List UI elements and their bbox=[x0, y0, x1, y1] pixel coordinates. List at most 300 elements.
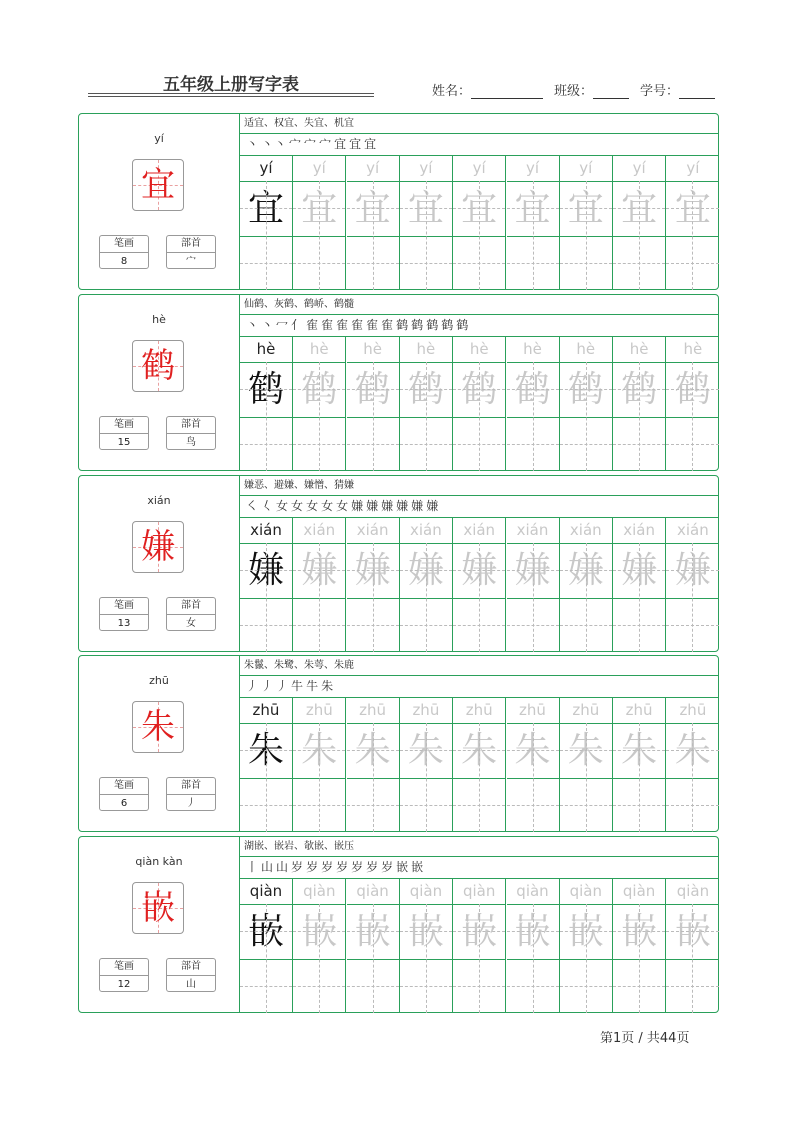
stroke-step: 宀 bbox=[304, 137, 318, 151]
cell-guide bbox=[586, 904, 587, 1013]
cell-guide bbox=[266, 723, 267, 832]
practice-cell[interactable] bbox=[613, 337, 666, 471]
stroke-step: 宜 bbox=[349, 137, 363, 151]
stroke-step: 牛 bbox=[306, 679, 320, 693]
cell-pinyin: qiàn bbox=[622, 882, 656, 900]
cell-guide bbox=[639, 543, 640, 652]
cell-char: 宜 bbox=[567, 188, 604, 229]
number-label: 学号： bbox=[640, 84, 680, 99]
cell-guide bbox=[533, 543, 534, 652]
cell-guide bbox=[639, 362, 640, 471]
cell-char: 朱 bbox=[674, 730, 711, 771]
cell-pinyin: qiàn bbox=[569, 882, 602, 900]
cell-char: 嫌 bbox=[621, 550, 658, 591]
stroke-step: 女 bbox=[291, 499, 305, 513]
cell-pinyin: hè bbox=[309, 340, 329, 358]
stroke-count-box bbox=[99, 597, 149, 631]
radical-box bbox=[166, 235, 216, 269]
stroke-step: 宜 bbox=[334, 137, 348, 151]
cell-guide bbox=[266, 543, 267, 652]
class-label: 班级： bbox=[554, 84, 594, 99]
practice-cell[interactable] bbox=[293, 156, 346, 290]
stroke-step: 山 bbox=[276, 860, 290, 874]
stroke-step: 宀 bbox=[319, 137, 333, 151]
stroke-step: 嫌 bbox=[351, 499, 365, 513]
cell-char: 鹤 bbox=[354, 369, 391, 410]
stroke-order bbox=[246, 857, 426, 877]
cell-pinyin: yí bbox=[686, 159, 700, 177]
cell-char: 鹤 bbox=[461, 369, 498, 410]
practice-cell[interactable] bbox=[666, 879, 719, 1013]
cell-pinyin: xián bbox=[250, 521, 282, 539]
stroke-count-value: 13 bbox=[117, 618, 131, 629]
cell-pinyin: xián bbox=[410, 521, 442, 539]
stroke-step: 鹤 bbox=[441, 318, 455, 332]
cell-pinyin: hè bbox=[469, 340, 489, 358]
char-info-panel bbox=[79, 656, 240, 831]
cell-char: 嫌 bbox=[247, 550, 284, 591]
cell-guide bbox=[426, 362, 427, 471]
cell-char: 朱 bbox=[567, 730, 604, 771]
cell-guide bbox=[479, 723, 480, 832]
practice-cell[interactable] bbox=[347, 879, 400, 1013]
cell-char: 嵌 bbox=[247, 911, 284, 952]
cell-guide bbox=[373, 181, 374, 290]
stroke-step: 朱 bbox=[321, 679, 335, 693]
practice-cell[interactable] bbox=[666, 518, 719, 652]
char-model: 鹤 bbox=[141, 346, 175, 386]
stroke-step: 丿 bbox=[276, 679, 290, 693]
practice-cell[interactable] bbox=[507, 518, 560, 652]
stroke-count-label: 笔画 bbox=[100, 417, 148, 434]
practice-cell[interactable] bbox=[453, 879, 506, 1013]
name-blank[interactable] bbox=[471, 84, 543, 99]
char-model-box bbox=[132, 701, 184, 753]
practice-cell[interactable] bbox=[400, 337, 453, 471]
cell-pinyin: qiàn bbox=[356, 882, 389, 900]
radical-label: 部首 bbox=[167, 417, 215, 434]
stroke-step: 隺 bbox=[306, 318, 320, 332]
cell-pinyin: hè bbox=[523, 340, 542, 358]
radical-label: 部首 bbox=[167, 959, 215, 976]
cell-guide bbox=[692, 723, 693, 832]
practice-cell[interactable] bbox=[293, 879, 346, 1013]
cell-pinyin: zhū bbox=[359, 701, 387, 719]
radical-box bbox=[166, 597, 216, 631]
practice-cell[interactable] bbox=[507, 698, 560, 832]
stroke-step: 丶 bbox=[246, 318, 260, 332]
cell-guide bbox=[639, 904, 640, 1013]
stroke-step: 隺 bbox=[336, 318, 350, 332]
stroke-count-box bbox=[99, 416, 149, 450]
stroke-step: 女 bbox=[321, 499, 335, 513]
practice-cell[interactable] bbox=[666, 337, 719, 471]
cell-char: 朱 bbox=[247, 730, 284, 771]
practice-cell[interactable] bbox=[453, 156, 506, 290]
practice-cell[interactable] bbox=[613, 518, 666, 652]
cell-guide bbox=[266, 904, 267, 1013]
stroke-order bbox=[246, 496, 441, 516]
cell-pinyin: hè bbox=[629, 340, 649, 358]
practice-cell[interactable] bbox=[453, 698, 506, 832]
cell-char: 鹤 bbox=[514, 369, 551, 410]
practice-cell[interactable] bbox=[666, 156, 719, 290]
cell-guide bbox=[692, 181, 693, 290]
cell-char: 嵌 bbox=[301, 911, 338, 952]
title-underline-2 bbox=[88, 96, 374, 97]
radical-label: 部首 bbox=[167, 598, 215, 615]
cell-pinyin: yí bbox=[472, 159, 486, 177]
cell-guide bbox=[373, 723, 374, 832]
stroke-step: 丿 bbox=[246, 679, 260, 693]
stroke-step: 嫌 bbox=[396, 499, 410, 513]
cell-guide bbox=[479, 181, 480, 290]
stroke-order bbox=[246, 134, 379, 154]
practice-cell[interactable] bbox=[400, 879, 453, 1013]
stroke-step: 岁 bbox=[351, 860, 365, 874]
stroke-step: 𡿨 bbox=[261, 499, 275, 513]
cell-guide bbox=[533, 362, 534, 471]
practice-grid bbox=[240, 156, 720, 290]
cell-char: 鹤 bbox=[567, 369, 604, 410]
name-field[interactable] bbox=[432, 80, 543, 99]
cell-char: 嵌 bbox=[461, 911, 498, 952]
practice-cell[interactable] bbox=[507, 156, 560, 290]
cell-guide bbox=[639, 181, 640, 290]
cell-pinyin: xián bbox=[569, 521, 602, 539]
practice-cell[interactable] bbox=[400, 698, 453, 832]
practice-cell[interactable] bbox=[560, 518, 613, 652]
cell-guide bbox=[692, 543, 693, 652]
word-examples: 仙鹤、灰鹤、鹤峤、鹤髓 bbox=[244, 299, 354, 310]
cell-char: 鹤 bbox=[621, 369, 658, 410]
cell-pinyin: qiàn bbox=[676, 882, 710, 900]
cell-pinyin: hè bbox=[683, 340, 703, 358]
stroke-step: 嫌 bbox=[381, 499, 395, 513]
char-card bbox=[78, 836, 719, 1013]
practice-cell[interactable] bbox=[613, 156, 666, 290]
cell-guide bbox=[586, 181, 587, 290]
practice-cell[interactable] bbox=[613, 698, 666, 832]
class-blank[interactable] bbox=[593, 84, 629, 99]
practice-cell[interactable] bbox=[400, 518, 453, 652]
stroke-step: 丨 bbox=[246, 860, 260, 874]
cell-guide bbox=[373, 543, 374, 652]
stroke-step: 鹤 bbox=[426, 318, 440, 332]
char-card bbox=[78, 294, 719, 471]
page-footer: 第1页 / 共44页 bbox=[600, 1031, 690, 1046]
page-title: 五年级上册写字表 bbox=[163, 75, 299, 95]
cell-pinyin: hè bbox=[256, 340, 276, 358]
cell-pinyin: zhū bbox=[519, 701, 546, 719]
stroke-count-label: 笔画 bbox=[100, 598, 148, 615]
cell-char: 嫌 bbox=[514, 550, 551, 591]
practice-cell[interactable] bbox=[666, 698, 719, 832]
cell-guide bbox=[319, 723, 320, 832]
cell-char: 宜 bbox=[621, 188, 658, 229]
cell-pinyin: yí bbox=[419, 159, 433, 177]
stroke-count-label: 笔画 bbox=[100, 236, 148, 253]
practice-cell[interactable] bbox=[560, 879, 613, 1013]
practice-cell[interactable] bbox=[453, 518, 506, 652]
stroke-step: 嫌 bbox=[366, 499, 380, 513]
practice-panel bbox=[240, 295, 718, 470]
cell-char: 嫌 bbox=[567, 550, 604, 591]
stroke-step: 女 bbox=[306, 499, 320, 513]
cell-char: 宜 bbox=[674, 188, 711, 229]
practice-cell[interactable] bbox=[240, 698, 293, 832]
char-card bbox=[78, 475, 719, 652]
cell-pinyin: qiàn bbox=[249, 882, 283, 900]
practice-panel bbox=[240, 476, 718, 651]
cell-guide bbox=[373, 362, 374, 471]
cell-char: 宜 bbox=[461, 188, 498, 229]
cell-pinyin: yí bbox=[312, 159, 326, 177]
stroke-step: 鹤 bbox=[411, 318, 425, 332]
cell-guide bbox=[319, 181, 320, 290]
cell-guide bbox=[426, 543, 427, 652]
char-model: 宜 bbox=[141, 165, 175, 205]
cell-pinyin: zhū bbox=[252, 701, 280, 719]
cell-pinyin: zhū bbox=[465, 701, 493, 719]
name-label: 姓名： bbox=[432, 84, 472, 99]
stroke-step: 女 bbox=[336, 499, 350, 513]
cell-char: 嵌 bbox=[674, 911, 711, 952]
cell-guide bbox=[479, 904, 480, 1013]
practice-cell[interactable] bbox=[453, 337, 506, 471]
stroke-count-label: 笔画 bbox=[100, 959, 148, 976]
radical-label: 部首 bbox=[167, 236, 215, 253]
practice-cell[interactable] bbox=[613, 879, 666, 1013]
class-field[interactable] bbox=[554, 80, 629, 99]
cell-pinyin: xián bbox=[463, 521, 496, 539]
cell-char: 朱 bbox=[461, 730, 498, 771]
char-pinyin: yí bbox=[154, 132, 164, 145]
cell-guide bbox=[479, 543, 480, 652]
stroke-step: 冖 bbox=[276, 318, 290, 332]
stroke-step: 岁 bbox=[366, 860, 380, 874]
stroke-count-box bbox=[99, 235, 149, 269]
practice-panel bbox=[240, 837, 718, 1012]
cell-guide bbox=[533, 723, 534, 832]
char-model: 嵌 bbox=[141, 888, 175, 928]
stroke-count-value: 6 bbox=[120, 798, 128, 809]
stroke-order bbox=[246, 676, 336, 696]
cell-pinyin: qiàn bbox=[409, 882, 443, 900]
cell-char: 嵌 bbox=[407, 911, 444, 952]
cell-char: 宜 bbox=[301, 188, 338, 229]
stroke-count-box bbox=[99, 777, 149, 811]
cell-pinyin: yí bbox=[632, 159, 646, 177]
practice-cell[interactable] bbox=[347, 518, 400, 652]
cell-guide bbox=[426, 904, 427, 1013]
cell-char: 宜 bbox=[514, 188, 551, 229]
practice-cell[interactable] bbox=[400, 156, 453, 290]
stroke-step: 隺 bbox=[321, 318, 335, 332]
stroke-step: 鹤 bbox=[456, 318, 470, 332]
char-info-panel bbox=[79, 114, 240, 289]
stroke-count-value: 15 bbox=[117, 437, 131, 448]
stroke-step: 丶丶 bbox=[261, 137, 288, 151]
char-model: 朱 bbox=[141, 707, 175, 747]
practice-grid bbox=[240, 879, 720, 1013]
stroke-step: 岁 bbox=[306, 860, 320, 874]
cell-char: 朱 bbox=[621, 730, 658, 771]
practice-cell[interactable] bbox=[560, 698, 613, 832]
cell-pinyin: qiàn bbox=[462, 882, 496, 900]
radical-value: 宀 bbox=[186, 256, 196, 267]
practice-grid bbox=[240, 698, 720, 832]
cell-pinyin: yí bbox=[366, 159, 380, 177]
char-pinyin: qiàn kàn bbox=[135, 855, 183, 868]
stroke-step: 嵌 bbox=[411, 860, 425, 874]
cell-char: 鹤 bbox=[674, 369, 711, 410]
char-model-box bbox=[132, 882, 184, 934]
radical-label: 部首 bbox=[167, 778, 215, 795]
cell-pinyin: zhū bbox=[679, 701, 707, 719]
practice-cell[interactable] bbox=[560, 156, 613, 290]
radical-box bbox=[166, 958, 216, 992]
cell-char: 鹤 bbox=[247, 369, 284, 410]
stroke-step: 岁 bbox=[291, 860, 305, 874]
cell-char: 嫌 bbox=[354, 550, 391, 591]
char-pinyin: xián bbox=[147, 494, 171, 507]
practice-cell[interactable] bbox=[240, 518, 293, 652]
word-examples: 朱鬣、朱鹭、朱萼、朱鹿 bbox=[244, 660, 354, 671]
stroke-step: 隺 bbox=[366, 318, 380, 332]
stroke-step: 嫌 bbox=[426, 499, 440, 513]
cell-char: 嫌 bbox=[301, 550, 338, 591]
practice-cell[interactable] bbox=[293, 698, 346, 832]
cell-pinyin: xián bbox=[516, 521, 549, 539]
cell-pinyin: yí bbox=[259, 159, 273, 177]
practice-grid bbox=[240, 518, 720, 652]
cell-pinyin: zhū bbox=[305, 701, 333, 719]
stroke-step: 山 bbox=[261, 860, 275, 874]
stroke-step: 岁 bbox=[336, 860, 350, 874]
practice-cell[interactable] bbox=[240, 337, 293, 471]
cell-char: 宜 bbox=[247, 188, 284, 229]
cell-pinyin: xián bbox=[356, 521, 389, 539]
cell-pinyin: yí bbox=[579, 159, 593, 177]
cell-pinyin: qiàn bbox=[303, 882, 336, 900]
cell-guide bbox=[266, 181, 267, 290]
char-pinyin: zhū bbox=[149, 674, 169, 687]
stroke-step: 鹤 bbox=[396, 318, 410, 332]
cell-char: 宜 bbox=[354, 188, 391, 229]
practice-cell[interactable] bbox=[293, 518, 346, 652]
radical-box bbox=[166, 416, 216, 450]
stroke-step: 宜 bbox=[364, 137, 378, 151]
cell-pinyin: hè bbox=[416, 340, 436, 358]
radical-value: 山 bbox=[186, 979, 196, 990]
cell-char: 朱 bbox=[301, 730, 338, 771]
practice-panel bbox=[240, 656, 718, 831]
cell-char: 嵌 bbox=[514, 911, 551, 952]
char-pinyin: hè bbox=[152, 313, 166, 326]
cell-guide bbox=[319, 362, 320, 471]
cell-pinyin: zhū bbox=[412, 701, 440, 719]
radical-value: 鸟 bbox=[186, 437, 196, 448]
char-model-box bbox=[132, 521, 184, 573]
practice-cell[interactable] bbox=[240, 156, 293, 290]
cell-pinyin: xián bbox=[303, 521, 336, 539]
cell-char: 嵌 bbox=[567, 911, 604, 952]
practice-cell[interactable] bbox=[507, 879, 560, 1013]
stroke-step: 隺 bbox=[381, 318, 395, 332]
stroke-step: ㇛ bbox=[246, 499, 260, 513]
char-card bbox=[78, 655, 719, 832]
cell-pinyin: hè bbox=[576, 340, 596, 358]
practice-grid bbox=[240, 337, 720, 471]
cell-guide bbox=[533, 181, 534, 290]
cell-char: 鹤 bbox=[407, 369, 444, 410]
stroke-count-box bbox=[99, 958, 149, 992]
practice-panel bbox=[240, 114, 718, 289]
cell-char: 宜 bbox=[407, 188, 444, 229]
practice-cell[interactable] bbox=[560, 337, 613, 471]
char-model-box bbox=[132, 159, 184, 211]
cell-char: 嫌 bbox=[674, 550, 711, 591]
practice-cell[interactable] bbox=[293, 337, 346, 471]
cell-guide bbox=[426, 723, 427, 832]
cell-char: 朱 bbox=[407, 730, 444, 771]
practice-cell[interactable] bbox=[507, 337, 560, 471]
cell-guide bbox=[426, 181, 427, 290]
stroke-count-value: 12 bbox=[117, 979, 131, 990]
cell-char: 嵌 bbox=[354, 911, 391, 952]
stroke-step: 女 bbox=[276, 499, 290, 513]
practice-cell[interactable] bbox=[347, 156, 400, 290]
cell-char: 嵌 bbox=[621, 911, 658, 952]
stroke-step: 宀 bbox=[289, 137, 303, 151]
char-info-panel bbox=[79, 476, 240, 651]
cell-guide bbox=[586, 723, 587, 832]
cell-char: 朱 bbox=[354, 730, 391, 771]
cell-guide bbox=[373, 904, 374, 1013]
word-examples: 适宜、权宜、失宜、机宜 bbox=[244, 118, 354, 129]
practice-cell[interactable] bbox=[347, 698, 400, 832]
page-header bbox=[0, 0, 795, 110]
cell-pinyin: zhū bbox=[572, 701, 600, 719]
cell-guide bbox=[319, 904, 320, 1013]
number-field[interactable] bbox=[640, 80, 715, 99]
cell-guide bbox=[692, 362, 693, 471]
stroke-count-label: 笔画 bbox=[100, 778, 148, 795]
cell-pinyin: yí bbox=[525, 159, 540, 177]
cell-char: 嫌 bbox=[407, 550, 444, 591]
cell-guide bbox=[319, 543, 320, 652]
practice-cell[interactable] bbox=[347, 337, 400, 471]
practice-cell[interactable] bbox=[240, 879, 293, 1013]
number-blank[interactable] bbox=[679, 84, 715, 99]
cell-char: 鹤 bbox=[301, 369, 338, 410]
stroke-step: 丶 bbox=[246, 137, 260, 151]
cell-guide bbox=[586, 362, 587, 471]
cell-pinyin: xián bbox=[623, 521, 655, 539]
stroke-step: 亻 bbox=[291, 318, 305, 332]
stroke-count-value: 8 bbox=[120, 256, 128, 267]
cell-pinyin: xián bbox=[677, 521, 709, 539]
title-underline bbox=[88, 93, 374, 94]
cell-char: 嫌 bbox=[461, 550, 498, 591]
stroke-step: 丶 bbox=[261, 318, 275, 332]
stroke-step: 牛 bbox=[291, 679, 305, 693]
char-info-panel bbox=[79, 295, 240, 470]
cell-pinyin: hè bbox=[363, 340, 382, 358]
cell-char: 朱 bbox=[514, 730, 551, 771]
cell-guide bbox=[639, 723, 640, 832]
